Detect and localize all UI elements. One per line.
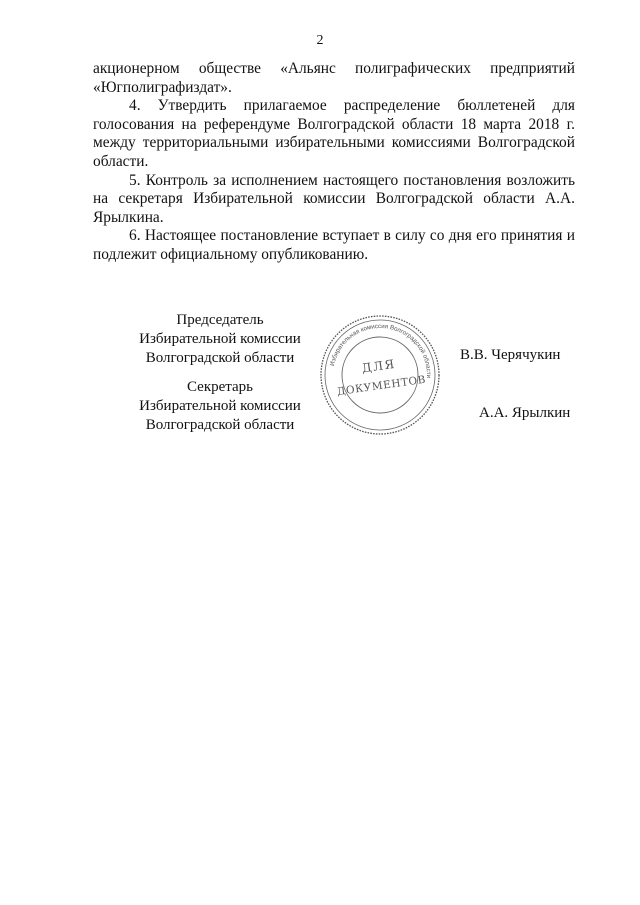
secretary-title-line: Волгоградской области [145,417,295,433]
chairman-title-line: Избирательной комиссии [139,331,301,347]
paragraph-continuation: акционерном обществе «Альянс полиграфических предприятий [93,60,575,77]
chairman-name: В.В. Черячукин [460,347,561,363]
paragraph-item-4: 4. Утвердить прилагаемое распределение бюллетеней для голосования на референдуме Волгоградской области 18 марта 2018 г. между территориальными избирательными комиссиями Волгоградской области. [93,97,575,170]
stamp-center-line2: ДОКУМЕНТОВ [336,373,427,399]
stamp-inner-ring [342,337,418,413]
chairman-title-block [120,311,320,368]
secretary-title-block [120,378,320,435]
page-number: 2 [316,33,324,48]
stamp-ring-text: Избирательная комиссия Волгоградской области [328,322,433,379]
official-stamp [318,313,442,437]
secretary-name: А.А. Ярылкин [479,405,571,421]
paragraph-continuation-end: «Югполиграфиздат». [93,78,232,96]
paragraph-item-5: 5. Контроль за исполнением настоящего постановления возложить на секретаря Избирательной комиссии Волгоградской области А.А. Ярылкина. [93,171,575,226]
secretary-title-line: Секретарь [186,379,254,395]
secretary-title-line: Избирательной комиссии [139,398,301,414]
chairman-title-line: Волгоградской области [145,350,295,366]
paragraph-item-6: 6. Настоящее постановление вступает в силу со дня его принятия и подлежит официальному опубликованию. [93,227,575,263]
document-body [93,60,575,265]
stamp-center-line1: ДЛЯ [360,356,397,376]
chairman-title-line: Председатель [176,312,264,328]
